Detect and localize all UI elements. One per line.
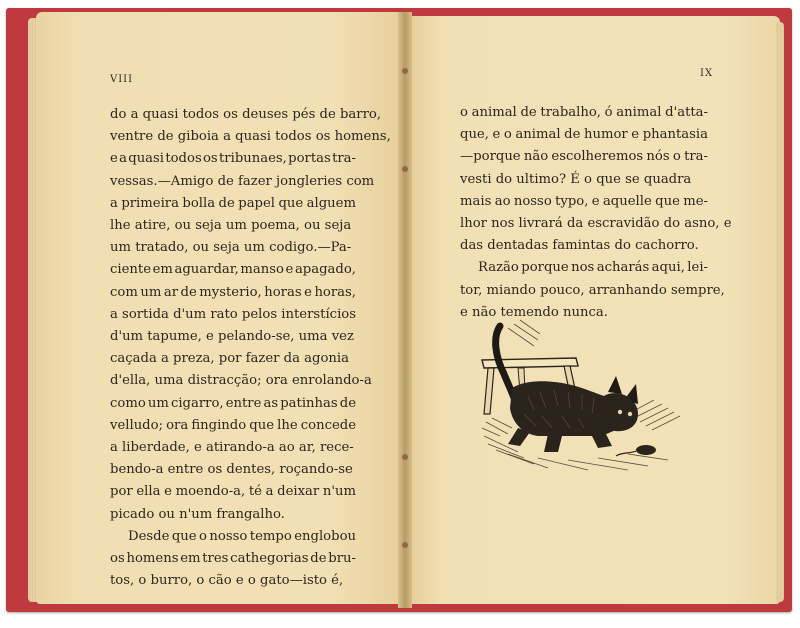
left-page-text: [110, 104, 391, 592]
text-line: Razão porque nos acharás aqui, lei-: [478, 260, 708, 276]
text-line: como um cigarro, entre as patinhas de: [110, 395, 356, 411]
text-line: vessas.—Amigo de fazer jongleries com: [110, 173, 375, 189]
text-line: vesti do ultimo? É o que se quadra: [460, 171, 692, 187]
cat-icon: [496, 326, 638, 452]
text-line: a sortida d'um rato pelos interstícios: [110, 306, 356, 322]
binding-stitch: [402, 454, 408, 460]
text-line: ciente em aguardar, manso e apagado,: [110, 262, 356, 278]
text-line: picado ou n'um frangalho.: [110, 506, 285, 522]
cat-illustration: [478, 318, 690, 474]
mouse-icon: [616, 445, 656, 456]
text-line: com um ar de mysterio, horas e horas,: [110, 284, 356, 300]
text-line: tor, miando pouco, arranhando sempre,: [460, 282, 725, 298]
text-line: —porque não escolheremos nós o tra-: [460, 149, 708, 165]
text-line: d'um tapume, e pelando-se, uma vez: [110, 329, 354, 345]
right-page-edges: [776, 22, 784, 602]
left-page-number: VIII: [110, 74, 134, 85]
text-line: e a quasi todos os tribunaes, portas tra-: [110, 151, 356, 167]
text-line: Desde que o nosso tempo englobou: [128, 528, 356, 544]
text-line: velludo; ora fingindo que lhe concede: [110, 417, 356, 433]
text-line: a liberdade, e atirando-a ao ar, rece-: [110, 440, 354, 456]
binding-stitch: [402, 542, 408, 548]
book-gutter: [398, 12, 412, 608]
text-line: bendo-a entre os dentes, roçando-se: [110, 462, 353, 478]
text-line: a primeira bolla de papel que alguem: [110, 195, 356, 211]
text-line: mais ao nosso typo, e aquelle que me-: [460, 193, 708, 209]
text-line: e não temendo nunca.: [460, 304, 608, 320]
text-line: os homens em tres cathegorias de bru-: [110, 551, 356, 567]
text-line: por ella e moendo-a, té a deixar n'um: [110, 484, 356, 500]
text-line: um tratado, ou seja um codigo.—Pa-: [110, 240, 352, 256]
text-line: caçada a preza, por fazer da agonia: [110, 351, 349, 367]
text-line: que, e o animal de humor e phantasia: [460, 127, 708, 143]
text-line: o animal de trabalho, ó animal d'atta-: [460, 105, 708, 120]
text-line: ventre de giboia a quasi todos os homens,: [110, 129, 391, 145]
text-line: lhe atire, ou seja um poema, ou seja: [110, 218, 352, 234]
binding-stitch: [402, 166, 408, 172]
text-line: do a quasi todos os deuses pés de barro,: [110, 107, 382, 122]
text-line: d'ella, uma distracção; ora enrolando-a: [110, 373, 372, 389]
right-page-number: IX: [700, 68, 714, 79]
right-page-text: [460, 102, 732, 324]
text-line: lhor nos livrará da escravidão do asno, e: [460, 216, 732, 232]
text-line: tos, o burro, o cão e o gato—isto é,: [110, 573, 344, 589]
text-line: das dentadas famintas do cachorro.: [460, 238, 699, 254]
binding-stitch: [402, 68, 408, 74]
